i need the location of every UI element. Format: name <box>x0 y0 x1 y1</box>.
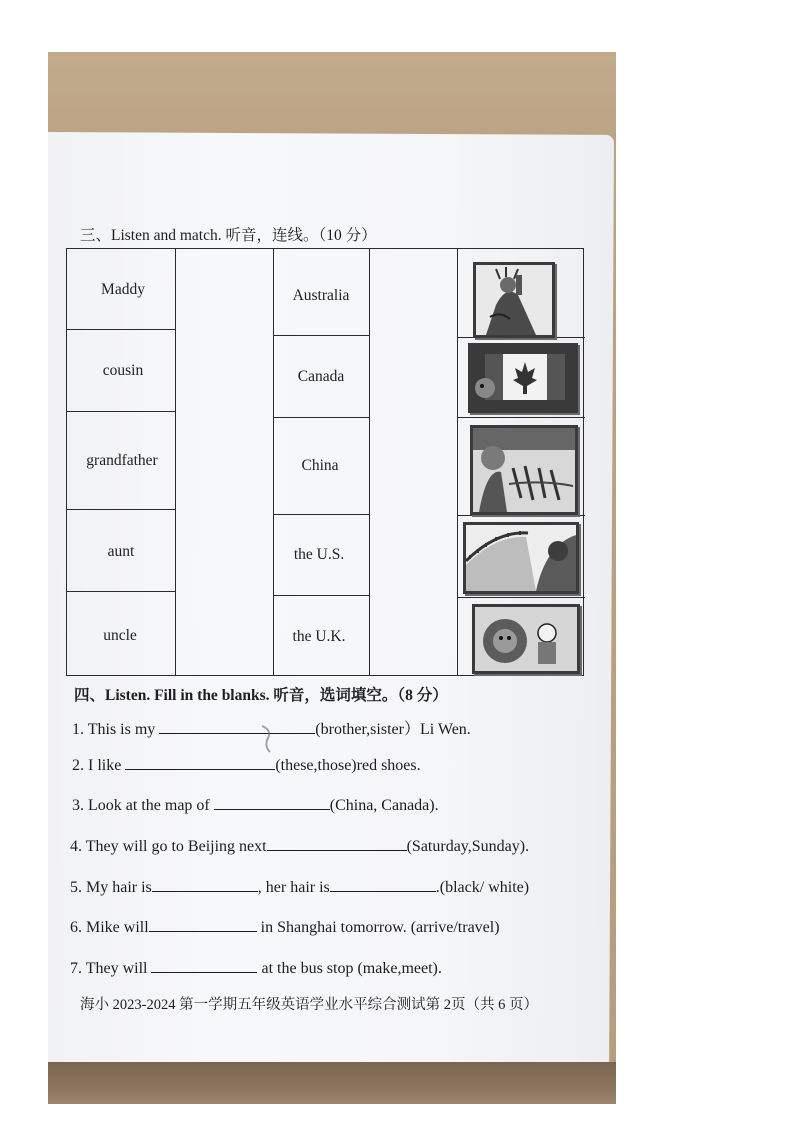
country-us: the U.S. <box>293 546 345 563</box>
question-options: (Saturday,Sunday). <box>406 838 530 855</box>
question-5 <box>70 877 529 897</box>
table-surface <box>48 1062 616 1104</box>
question-options: at the bus stop (make,meet). <box>261 960 442 977</box>
country-australia: Australia <box>292 287 350 304</box>
kangaroo-scene-icon <box>470 425 578 515</box>
answer-blank-1[interactable] <box>159 719 315 734</box>
answer-blank-3[interactable] <box>214 795 330 810</box>
question-text: I like <box>88 757 122 774</box>
person-cousin: cousin <box>102 362 144 379</box>
question-text: Mike will <box>86 919 149 936</box>
question-number: 6. <box>70 919 82 936</box>
question-options: (these,those)red shoes. <box>275 757 421 774</box>
question-text: They will <box>85 960 148 977</box>
person-maddy: Maddy <box>101 281 145 298</box>
question-number: 7. <box>70 960 82 977</box>
question-7 <box>70 958 442 978</box>
question-options: in Shanghai tomorrow. (arrive/travel) <box>260 919 500 936</box>
person-uncle: uncle <box>103 627 137 644</box>
country-canada: Canada <box>297 368 345 385</box>
answer-blank-4[interactable] <box>267 836 407 851</box>
question-text-middle: , her hair is <box>257 879 330 896</box>
great-wall-icon <box>463 522 579 594</box>
question-number: 4. <box>70 838 82 855</box>
page-footer: 海小 2023-2024 第一学期五年级英语学业水平综合测试第 2页（共 6 页） <box>80 997 538 1013</box>
statue-of-liberty-icon <box>473 262 555 338</box>
country-china: China <box>301 457 339 474</box>
question-6 <box>70 917 500 937</box>
question-number: 5. <box>70 879 82 896</box>
question-text: My hair is <box>86 879 152 896</box>
question-number: 1. <box>72 721 84 738</box>
question-text: Look at the map of <box>88 797 210 814</box>
question-text: This is my <box>87 721 156 738</box>
answer-blank-7[interactable] <box>151 958 257 973</box>
question-3 <box>72 795 439 815</box>
answer-blank-2[interactable] <box>125 755 275 770</box>
person-grandfather: grandfather <box>86 452 158 469</box>
question-options: .(black/ white) <box>435 879 530 896</box>
question-number: 2. <box>72 757 84 774</box>
answer-blank-6[interactable] <box>149 917 257 932</box>
question-2 <box>72 755 421 775</box>
question-options: (brother,sister）Li Wen. <box>315 721 471 738</box>
lion-boy-icon <box>472 604 580 674</box>
question-text: They will go to Beijing next <box>85 838 267 855</box>
answer-blank-5a[interactable] <box>152 877 258 892</box>
answer-blank-5b[interactable] <box>330 877 436 892</box>
section-three-title: 三、Listen and match. 听音，连线。（10 分） <box>80 227 377 244</box>
section-four-title: 四、Listen. Fill in the blanks. 听音，选词填空。（8 分） <box>74 687 448 704</box>
paper-crease-mark <box>256 724 282 754</box>
canada-flag-icon <box>468 343 578 413</box>
question-number: 3. <box>72 797 84 814</box>
person-aunt: aunt <box>107 543 135 560</box>
question-options: (China, Canada). <box>329 797 439 814</box>
question-4 <box>70 836 529 856</box>
country-uk: the U.K. <box>292 628 346 645</box>
